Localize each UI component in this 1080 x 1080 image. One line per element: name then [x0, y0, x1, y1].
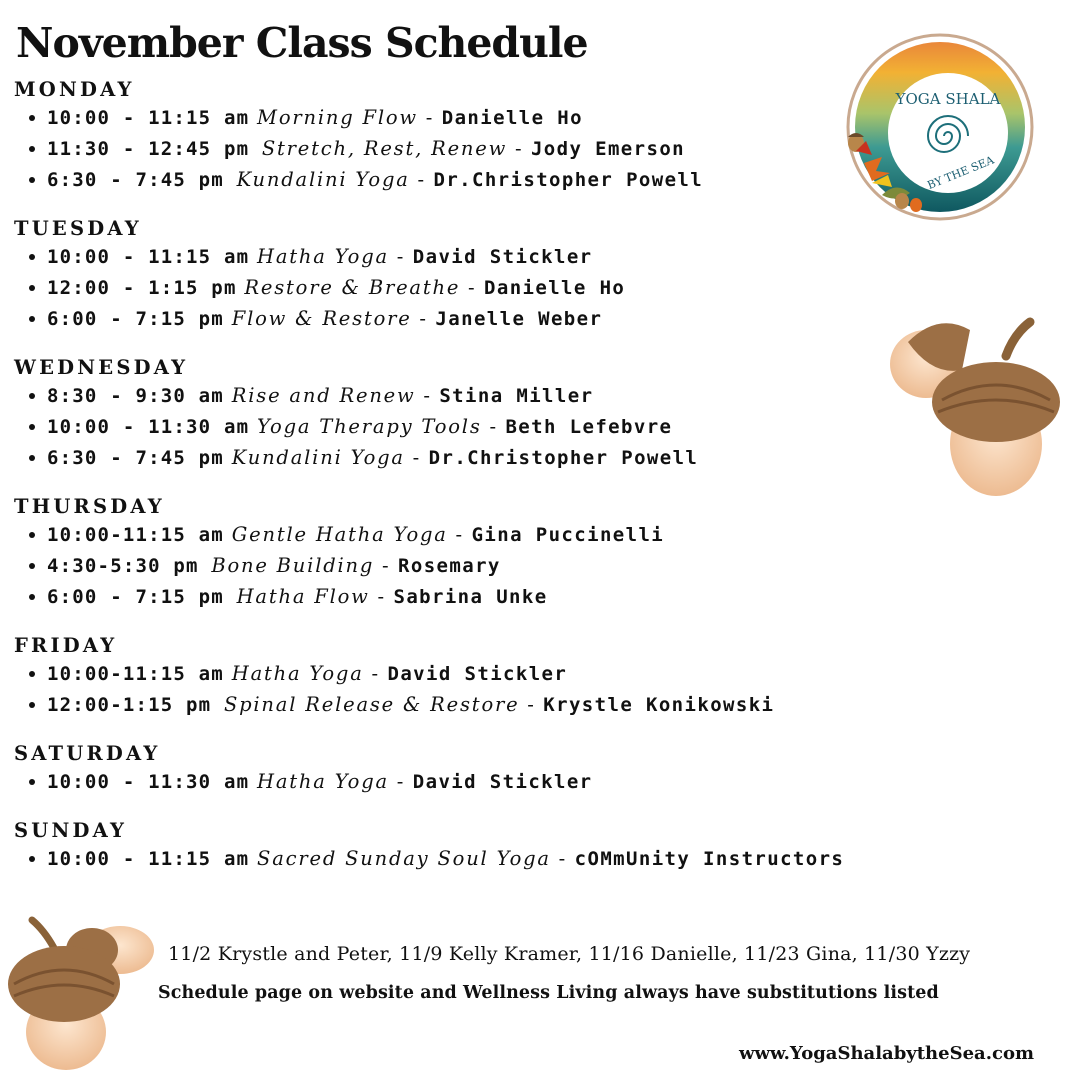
- class-row: [14, 164, 894, 195]
- class-time: 6:00 - 7:15 pm: [47, 586, 237, 608]
- schedule: [14, 78, 894, 896]
- day-section-monday: [14, 78, 894, 195]
- class-row: [14, 658, 894, 689]
- bullet-icon: [29, 177, 35, 183]
- bullet-icon: [29, 702, 35, 708]
- class-row: [14, 519, 894, 550]
- class-row: [14, 272, 894, 303]
- bullet-icon: [29, 316, 35, 322]
- day-section-friday: [14, 634, 894, 720]
- class-row: [14, 442, 894, 473]
- logo-text-top: YOGA SHALA: [895, 90, 1001, 108]
- logo-text-bottom: BY THE SEA: [925, 153, 996, 193]
- class-name: Yoga Therapy Tools: [257, 415, 482, 438]
- instructor-name: Janelle Weber: [435, 308, 603, 330]
- day-section-sunday: [14, 819, 894, 874]
- class-row: [14, 411, 894, 442]
- website-note: Schedule page on website and Wellness Living always have substitutions listed: [158, 983, 939, 1003]
- class-name: Hatha Yoga: [257, 770, 389, 793]
- class-list: [14, 241, 894, 334]
- instructor-name: Danielle Ho: [441, 107, 583, 129]
- class-time: 6:30 - 7:45 pm: [47, 447, 224, 469]
- class-row: [14, 102, 894, 133]
- day-section-tuesday: [14, 217, 894, 334]
- class-time: 6:00 - 7:15 pm: [47, 308, 224, 330]
- class-list: [14, 766, 894, 797]
- class-name: Stretch, Rest, Renew: [261, 137, 508, 160]
- day-header: FRIDAY: [14, 634, 118, 657]
- bullet-icon: [29, 285, 35, 291]
- separator: -: [455, 523, 464, 546]
- separator: -: [423, 384, 432, 407]
- day-header: TUESDAY: [14, 217, 142, 240]
- separator: -: [425, 106, 434, 129]
- class-list: [14, 102, 894, 195]
- bullet-icon: [29, 532, 35, 538]
- class-list: [14, 658, 894, 720]
- class-name: Spinal Release & Restore: [223, 693, 520, 716]
- class-name: Flow & Restore: [231, 307, 412, 330]
- day-section-wednesday: [14, 356, 894, 473]
- day-header: THURSDAY: [14, 495, 165, 518]
- class-name: Sacred Sunday Soul Yoga: [257, 847, 551, 870]
- class-name: Hatha Yoga: [257, 245, 389, 268]
- class-time: 8:30 - 9:30 am: [47, 385, 224, 407]
- separator: -: [489, 415, 498, 438]
- class-name: Hatha Flow: [236, 585, 370, 608]
- class-row: [14, 303, 894, 334]
- class-name: Kundalini Yoga: [231, 446, 405, 469]
- instructor-name: David Stickler: [412, 246, 593, 268]
- class-name: Restore & Breathe: [244, 276, 461, 299]
- separator: -: [417, 168, 426, 191]
- separator: -: [377, 585, 386, 608]
- separator: -: [396, 245, 405, 268]
- separator: -: [514, 137, 531, 160]
- instructor-name: Beth Lefebvre: [505, 416, 673, 438]
- separator: -: [468, 276, 477, 299]
- class-list: [14, 843, 894, 874]
- class-time: 10:00-11:15 am: [47, 524, 224, 546]
- instructor-name: Sabrina Unke: [393, 586, 548, 608]
- day-section-saturday: [14, 742, 894, 797]
- class-time: 12:00 - 1:15 pm: [47, 277, 237, 299]
- class-row: [14, 380, 894, 411]
- website-link[interactable]: www.YogaShalabytheSea.com: [738, 1043, 1034, 1064]
- instructor-name: Rosemary: [398, 555, 501, 577]
- class-time: 10:00 - 11:30 am: [47, 416, 250, 438]
- instructor-name: cOMmUnity Instructors: [574, 848, 845, 870]
- bullet-icon: [29, 115, 35, 121]
- bullet-icon: [29, 779, 35, 785]
- class-row: [14, 550, 894, 581]
- class-time: 10:00 - 11:15 am: [47, 107, 250, 129]
- class-name: Bone Building: [211, 554, 375, 577]
- bullet-icon: [29, 455, 35, 461]
- day-section-thursday: [14, 495, 894, 612]
- bullet-icon: [29, 424, 35, 430]
- bullet-icon: [29, 594, 35, 600]
- separator: -: [371, 662, 380, 685]
- separator: -: [396, 770, 405, 793]
- instructor-name: David Stickler: [412, 771, 593, 793]
- class-time: 12:00-1:15 pm: [47, 694, 224, 716]
- separator: -: [412, 446, 421, 469]
- class-time: 10:00 - 11:30 am: [47, 771, 250, 793]
- class-time: 10:00-11:15 am: [47, 663, 224, 685]
- instructor-name: Dr.Christopher Powell: [433, 169, 704, 191]
- class-row: [14, 581, 894, 612]
- class-time: 10:00 - 11:15 am: [47, 246, 250, 268]
- class-name: Kundalini Yoga: [236, 168, 410, 191]
- class-time: 11:30 - 12:45 pm: [47, 138, 262, 160]
- separator: -: [558, 847, 567, 870]
- acorn-icon-left: [8, 914, 156, 1072]
- class-row: [14, 689, 894, 720]
- class-row: [14, 766, 894, 797]
- class-time: 4:30-5:30 pm: [47, 555, 212, 577]
- class-time: 6:30 - 7:45 pm: [47, 169, 237, 191]
- day-header: WEDNESDAY: [14, 356, 189, 379]
- instructor-name: David Stickler: [387, 663, 568, 685]
- instructor-name: Jody Emerson: [530, 138, 686, 160]
- bullet-icon: [29, 856, 35, 862]
- bullet-icon: [29, 671, 35, 677]
- page-title: November Class Schedule: [16, 19, 588, 67]
- bullet-icon: [29, 563, 35, 569]
- separator: -: [382, 554, 391, 577]
- acorn-icon-right: [888, 312, 1060, 502]
- class-list: [14, 380, 894, 473]
- class-name: Rise and Renew: [231, 384, 416, 407]
- class-row: [14, 241, 894, 272]
- instructor-name: Krystle Konikowski: [543, 694, 775, 716]
- separator: -: [527, 693, 536, 716]
- instructor-name: Dr.Christopher Powell: [428, 447, 699, 469]
- separator: -: [419, 307, 428, 330]
- class-time: 10:00 - 11:15 am: [47, 848, 250, 870]
- day-header: MONDAY: [14, 78, 135, 101]
- day-header: SUNDAY: [14, 819, 128, 842]
- instructor-name: Stina Miller: [439, 385, 594, 407]
- day-header: SATURDAY: [14, 742, 161, 765]
- bullet-icon: [29, 393, 35, 399]
- class-row: [14, 843, 894, 874]
- yoga-shala-logo: [842, 33, 1036, 223]
- class-name: Hatha Yoga: [231, 662, 364, 685]
- instructor-name: Gina Puccinelli: [471, 524, 665, 546]
- class-name: Morning Flow: [257, 106, 418, 129]
- class-name: Gentle Hatha Yoga: [231, 523, 448, 546]
- bullet-icon: [29, 254, 35, 260]
- class-list: [14, 519, 894, 612]
- class-row: [14, 133, 894, 164]
- instructor-name: Danielle Ho: [484, 277, 626, 299]
- bullet-icon: [29, 146, 35, 152]
- substitutes-note: 11/2 Krystle and Peter, 11/9 Kelly Kramer, 11/16 Danielle, 11/23 Gina, 11/30 Yzzy: [168, 943, 971, 965]
